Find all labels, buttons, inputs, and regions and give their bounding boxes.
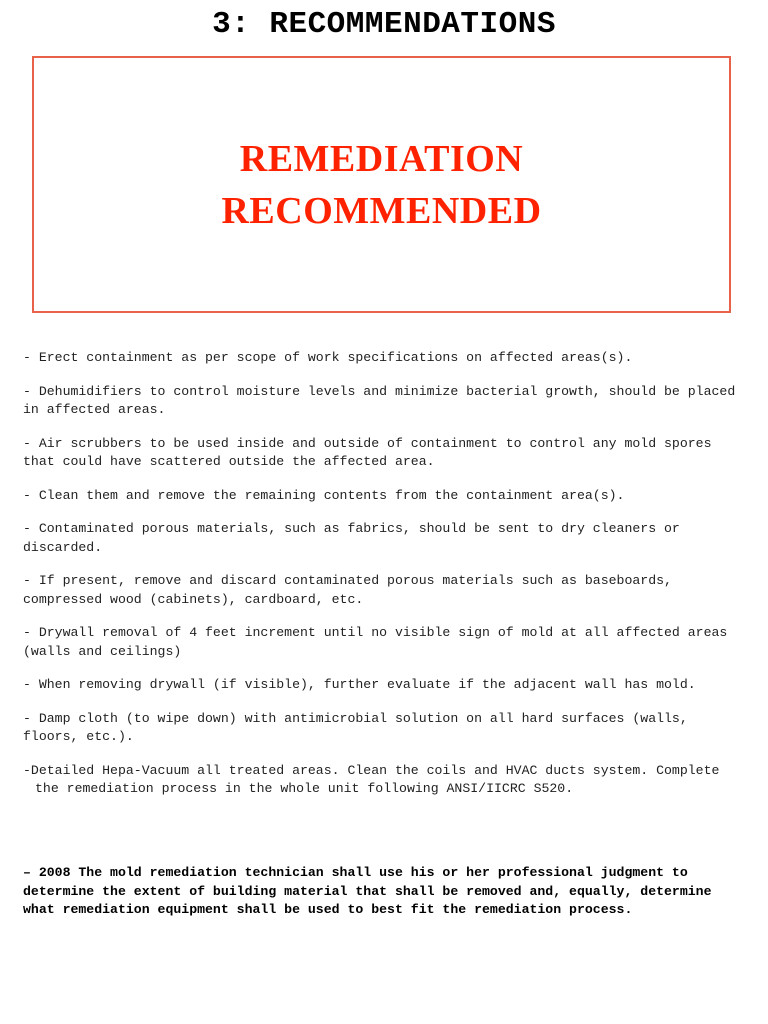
recommendation-item: - When removing drywall (if visible), further evaluate if the adjacent wall has mold. bbox=[23, 677, 696, 692]
recommendation-item: - Erect containment as per scope of work specifications on affected areas(s). bbox=[23, 350, 633, 365]
remediation-status-banner bbox=[32, 56, 731, 313]
recommendation-item: - If present, remove and discard contaminated porous materials such as baseboards, compressed wood (cabinets), cardboard, etc. bbox=[23, 573, 680, 607]
banner-line-2: RECOMMENDED bbox=[221, 189, 542, 232]
recommendation-item: - Contaminated porous materials, such as fabrics, should be sent to dry cleaners or discarded. bbox=[23, 521, 688, 555]
recommendation-item: - Damp cloth (to wipe down) with antimicrobial solution on all hard surfaces (walls, floors, etc.). bbox=[23, 710, 696, 744]
recommendation-item: -Detailed Hepa-Vacuum all treated areas. Clean the coils and HVAC ducts system. Complete the remediation process in the whole unit following ANSI/IICRC S520. bbox=[23, 762, 728, 796]
recommendation-item: - Air scrubbers to be used inside and outside of containment to control any mold spores that could have scattered outside the affected area. bbox=[23, 435, 720, 469]
banner-line-1: REMEDIATION bbox=[239, 137, 524, 180]
recommendation-item: - Clean them and remove the remaining contents from the containment area(s). bbox=[23, 487, 625, 503]
recommendation-item: - Drywall removal of 4 feet increment until no visible sign of mold at all affected areas (walls and ceilings) bbox=[23, 625, 736, 659]
technician-judgment-note: – 2008 The mold remediation technician shall use his or her professional judgment to determine the extent of building material that shall be removed and, equally, determine what remediation equipment shall be used to best fit the remediation process. bbox=[23, 865, 712, 917]
recommendation-item: - Dehumidifiers to control moisture levels and minimize bacterial growth, should be placed in affected areas. bbox=[23, 383, 744, 417]
page-title: 3: RECOMMENDATIONS bbox=[212, 7, 556, 42]
recommendation-list bbox=[23, 349, 745, 814]
